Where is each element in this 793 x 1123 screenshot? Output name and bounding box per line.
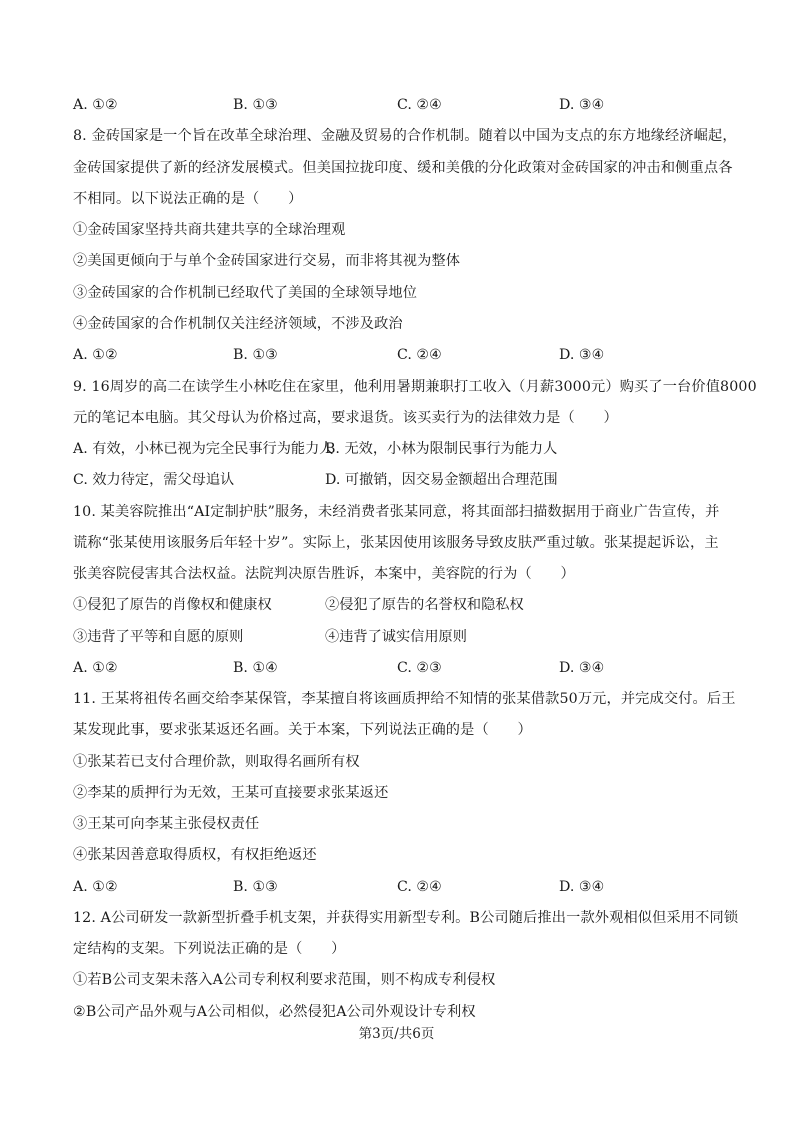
option-b: B. ①③ xyxy=(233,347,278,363)
q10-item-2: ②侵犯了原告的名誉权和隐私权 xyxy=(325,597,524,613)
option-c: C. 效力待定，需父母追认 xyxy=(73,472,235,488)
q8-stem-line-1: 8. 金砖国家是一个旨在改革全球治理、金融及贸易的合作机制。随着以中国为支点的东方地缘经济崛起， xyxy=(73,128,737,144)
q8-item-3: ③金砖国家的合作机制已经取代了美国的全球领导地位 xyxy=(73,285,418,301)
q9-stem-line-1: 9. 16周岁的高二在读学生小林吃住在家里，他利用暑期兼职打工收入（月薪3000元）购买了一台价值8000 xyxy=(73,379,757,395)
option-b: B. ①③ xyxy=(233,97,278,113)
q11-options-row xyxy=(73,877,733,897)
q12-stem-line-2: 定结构的支架。下列说法正确的是（ ） xyxy=(73,941,346,957)
option-c: C. ②④ xyxy=(397,879,442,895)
q8-item-2: ②美国更倾向于与单个金砖国家进行交易，而非将其视为整体 xyxy=(73,253,461,269)
q9-stem-line-2: 元的笔记本电脑。其父母认为价格过高，要求退货。该买卖行为的法律效力是（ ） xyxy=(73,410,618,426)
q8-options-row xyxy=(73,345,733,365)
q12-stem-line-1: 12. A公司研发一款新型折叠手机支架，并获得实用新型专利。B公司随后推出一款外观相似但采用不同锁 xyxy=(73,910,739,926)
q11-stem-line-1: 11. 王某将祖传名画交给李某保管，李某擅自将该画质押给不知情的张某借款50万元，并完成交付。后王 xyxy=(73,691,736,707)
q10-stem-line-2: 谎称“张某使用该服务后年轻十岁”。实际上，张某因使用该服务导致皮肤严重过敏。张某提起诉讼，主 xyxy=(73,535,719,551)
q10-item-4: ④违背了诚实信用原则 xyxy=(325,629,467,645)
option-a: A. 有效，小林已视为完全民事行为能力人 xyxy=(73,441,334,457)
option-d: D. 可撤销，因交易金额超出合理范围 xyxy=(325,472,558,488)
option-a: A. ①② xyxy=(73,879,118,895)
option-d: D. ③④ xyxy=(559,879,605,895)
q10-stem-line-1: 10. 某美容院推出“AI定制护肤”服务，未经消费者张某同意，将其面部扫描数据用于商业广告宣传，并 xyxy=(73,504,720,520)
option-c: C. ②④ xyxy=(397,347,442,363)
q11-item-3: ③王某可向李某主张侵权责任 xyxy=(73,816,260,832)
q10-stem-line-3: 张美容院侵害其合法权益。法院判决原告胜诉，本案中，美容院的行为（ ） xyxy=(73,566,575,582)
page-number-footer: 第3页/共6页 xyxy=(358,1026,435,1042)
option-a: A. ①② xyxy=(73,347,118,363)
q12-item-1: ①若B公司支架未落入A公司专利权利要求范围，则不构成专利侵权 xyxy=(73,972,496,988)
q8-stem-line-3: 不相同。以下说法正确的是（ ） xyxy=(73,191,303,207)
q8-item-1: ①金砖国家坚持共商共建共享的全球治理观 xyxy=(73,222,346,238)
q11-item-2: ②李某的质押行为无效，王某可直接要求张某返还 xyxy=(73,785,389,801)
option-d: D. ③④ xyxy=(559,660,605,676)
q10-items-row-1 xyxy=(73,595,733,615)
q11-item-4: ④张某因善意取得质权，有权拒绝返还 xyxy=(73,847,317,863)
top-options-row xyxy=(73,95,733,115)
q11-stem-line-2: 某发现此事，要求张某返还名画。关于本案，下列说法正确的是（ ） xyxy=(73,722,532,738)
option-c: C. ②③ xyxy=(397,660,442,676)
q8-item-4: ④金砖国家的合作机制仅关注经济领域，不涉及政治 xyxy=(73,316,403,332)
q12-item-2: ②B公司产品外观与A公司相似，必然侵犯A公司外观设计专利权 xyxy=(73,1004,476,1020)
option-c: C. ②④ xyxy=(397,97,442,113)
q8-stem-line-2: 金砖国家提供了新的经济发展模式。但美国拉拢印度、缓和美俄的分化政策对金砖国家的冲击和侧重点各 xyxy=(73,160,733,176)
q10-options-row xyxy=(73,658,733,678)
q11-item-1: ①张某若已支付合理价款，则取得名画所有权 xyxy=(73,754,360,770)
q10-items-row-2 xyxy=(73,627,733,647)
option-d: D. ③④ xyxy=(559,347,605,363)
q9-options-row-1 xyxy=(73,439,733,459)
q9-options-row-2 xyxy=(73,470,733,490)
q10-item-1: ①侵犯了原告的肖像权和健康权 xyxy=(73,597,272,613)
option-b: B. 无效，小林为限制民事行为能力人 xyxy=(325,441,558,457)
q10-item-3: ③违背了平等和自愿的原则 xyxy=(73,629,244,645)
option-a: A. ①② xyxy=(73,660,118,676)
option-a: A. ①② xyxy=(73,97,118,113)
option-d: D. ③④ xyxy=(559,97,605,113)
option-b: B. ①③ xyxy=(233,879,278,895)
option-b: B. ①④ xyxy=(233,660,278,676)
